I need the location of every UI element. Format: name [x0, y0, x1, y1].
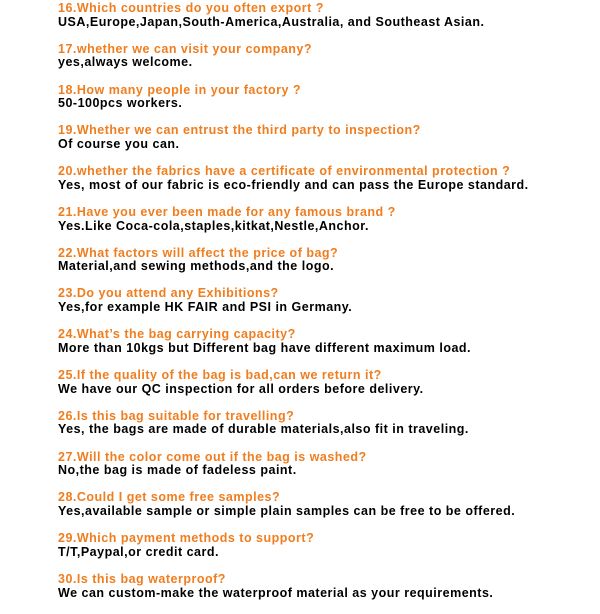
- faq-answer: Yes,for example HK FAIR and PSI in Germany.: [58, 300, 353, 315]
- faq-item-23: [58, 287, 594, 314]
- faq-question: 19.Whether we can entrust the third party to inspection?: [58, 123, 421, 138]
- faq-item-27: [58, 451, 594, 478]
- faq-item-18: [58, 84, 594, 111]
- faq-item-21: [58, 206, 594, 233]
- faq-question: 29.Which payment methods to support?: [58, 531, 315, 546]
- faq-question: 25.If the quality of the bag is bad,can we return it?: [58, 368, 382, 383]
- faq-answer: yes,always welcome.: [58, 55, 193, 70]
- faq-answer: Yes, the bags are made of durable materials,also fit in traveling.: [58, 422, 469, 437]
- faq-question: 17.whether we can visit your company?: [58, 41, 312, 56]
- faq-question: 28.Could I get some free samples?: [58, 490, 281, 505]
- faq-answer: T/T,Paypal,or credit card.: [58, 544, 219, 559]
- faq-question: 23.Do you attend any Exhibitions?: [58, 286, 279, 301]
- faq-question: 30.Is this bag waterproof?: [58, 571, 226, 586]
- faq-item-29: [58, 532, 594, 559]
- faq-item-26: [58, 410, 594, 437]
- faq-item-20: [58, 165, 594, 192]
- faq-answer: More than 10kgs but Different bag have different maximum load.: [58, 340, 472, 355]
- faq-answer: Material,and sewing methods,and the logo.: [58, 259, 335, 274]
- faq-question: 16.Which countries do you often export ?: [58, 1, 324, 15]
- faq-item-28: [58, 491, 594, 518]
- faq-question: 27.Will the color come out if the bag is washed?: [58, 449, 367, 464]
- faq-question: 18.How many people in your factory ?: [58, 82, 302, 97]
- faq-item-25: [58, 369, 594, 396]
- faq-item-22: [58, 247, 594, 274]
- faq-question: 21.Have you ever been made for any famous brand ?: [58, 204, 396, 219]
- faq-answer: Yes,available sample or simple plain samples can be free to be offered.: [58, 503, 516, 518]
- faq-answer: No,the bag is made of fadeless paint.: [58, 463, 297, 478]
- faq-question: 20.whether the fabrics have a certificate of environmental protection ?: [58, 164, 511, 179]
- faq-item-30: [58, 573, 594, 600]
- faq-question: 24.What’s the bag carrying capacity?: [58, 327, 296, 342]
- faq-list: [58, 2, 594, 614]
- faq-item-19: [58, 124, 594, 151]
- faq-answer: 50-100pcs workers.: [58, 96, 183, 111]
- faq-answer: Of course you can.: [58, 136, 180, 151]
- faq-answer: USA,Europe,Japan,South-America,Australia, and Southeast Asian.: [58, 14, 485, 29]
- faq-answer: We can custom-make the waterproof material as your requirements.: [58, 585, 494, 600]
- faq-answer: Yes.Like Coca-cola,staples,kitkat,Nestle,Anchor.: [58, 218, 369, 233]
- faq-question: 22.What factors will affect the price of bag?: [58, 245, 339, 260]
- faq-item-16: [58, 2, 594, 29]
- faq-answer: Yes, most of our fabric is eco-friendly and can pass the Europe standard.: [58, 177, 529, 192]
- faq-item-24: [58, 328, 594, 355]
- faq-item-17: [58, 43, 594, 70]
- faq-answer: We have our QC inspection for all orders before delivery.: [58, 381, 424, 396]
- faq-question: 26.Is this bag suitable for travelling?: [58, 408, 295, 423]
